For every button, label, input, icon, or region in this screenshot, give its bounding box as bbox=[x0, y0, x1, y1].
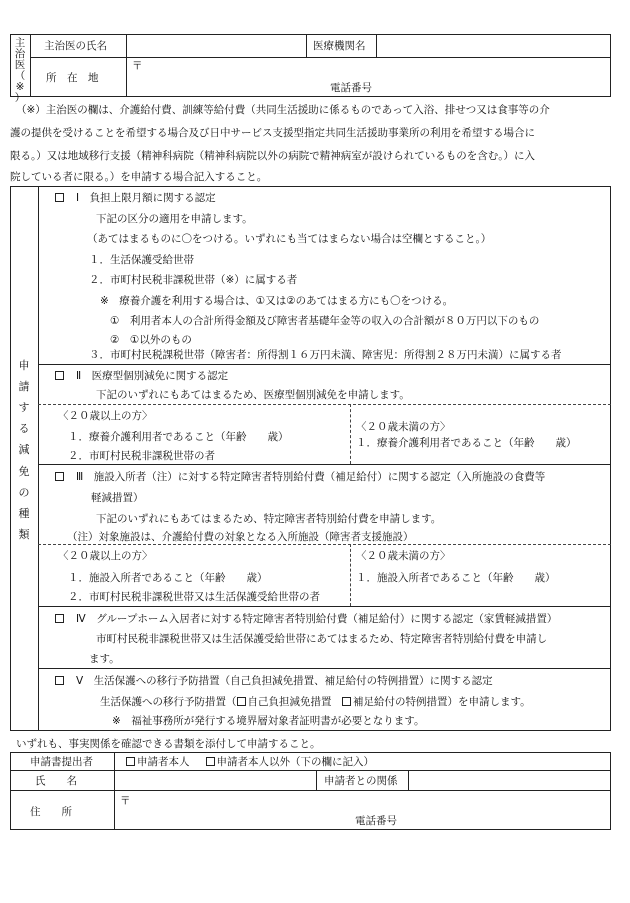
section5-line: 生活保護への移行予防措置（ 自己負担減免措置 補足給付の特例措置）を申請します。 bbox=[100, 696, 531, 708]
exemption-side-label: 申 請 す る 減 免 の 種 類 bbox=[18, 359, 30, 541]
section5-note: ※ 福祉事務所が発行する境界層対象者証明書が必要となります。 bbox=[112, 715, 425, 727]
doctor-phone-label: 電話番号 bbox=[330, 82, 372, 94]
section2-left-item: ２．市町村民税非課税世帯の者 bbox=[68, 450, 215, 462]
section2-right-item: １．療養介護利用者であること（年齢 歳） bbox=[356, 437, 577, 449]
relation-field[interactable] bbox=[410, 772, 608, 788]
doctor-address-label: 所 在 地 bbox=[46, 72, 99, 84]
section3-title-cont: 軽減措置） bbox=[91, 492, 144, 504]
section2-right-head: 〈２０歳未満の方〉 bbox=[356, 421, 451, 433]
section1-option[interactable]: １．生活保護受給世帯 bbox=[89, 254, 194, 266]
submitter-options: 申請者本人 申請者本人以外（下の欄に記入） bbox=[126, 756, 374, 768]
section1-line: （あてはまるものに〇をつける。いずれにも当てはまらない場合は空欄とすること。） bbox=[87, 233, 492, 245]
institution-label: 医療機関名 bbox=[313, 40, 366, 52]
section1-checkbox[interactable] bbox=[55, 193, 64, 202]
doctor-side-label: 主 治 医 （ ※ ） bbox=[14, 37, 26, 105]
doctor-postal-mark: 〒 bbox=[132, 60, 143, 72]
section3-right-head: 〈２０歳未満の方〉 bbox=[356, 550, 451, 562]
submitter-postal-mark: 〒 bbox=[120, 795, 131, 807]
section3-left-head: 〈２０歳以上の方〉 bbox=[58, 550, 153, 562]
submitter-phone-field[interactable] bbox=[405, 811, 605, 827]
footer-note: いずれも、事実関係を確認できる書類を添付して申請すること。 bbox=[16, 738, 321, 750]
section3-line: 下記のいずれにもあてはまるため、特定障害者特別給付費を申請します。 bbox=[96, 513, 442, 525]
submitter-other-checkbox[interactable] bbox=[206, 757, 215, 766]
submitter-address-label: 住 所 bbox=[30, 806, 72, 818]
section1-suboption[interactable]: ① 利用者本人の合計所得金額及び障害者基礎年金等の収入の合計額が８０万円以下のもの bbox=[110, 315, 540, 327]
section4-line: 市町村民税非課税世帯又は生活保護受給世帯にあてはまるため、特定障害者特別給付費を申請し bbox=[96, 633, 548, 645]
section3-left-item: ２．市町村民税非課税世帯又は生活保護受給世帯の者 bbox=[68, 591, 320, 603]
section4-line: ます。 bbox=[89, 653, 120, 665]
section2-checkbox[interactable] bbox=[55, 371, 64, 380]
section3-note: （注）対象施設は、介護給付費の対象となる入所施設（障害者支援施設） bbox=[67, 531, 414, 543]
doctor-name-label: 主治医の氏名 bbox=[44, 40, 107, 52]
note-line: 護の提供を受けることを希望する場合及び日中サービス支援型指定共同生活援助事業所の利用を希望する場合に bbox=[10, 127, 535, 139]
section2-left-head: 〈２０歳以上の方〉 bbox=[58, 410, 153, 422]
section1-suboption[interactable]: ② ①以外のもの bbox=[110, 334, 192, 346]
section4-checkbox[interactable] bbox=[55, 614, 64, 623]
section2-title: Ⅱ 医療型個別減免に関する認定 bbox=[76, 370, 229, 382]
section1-line: 下記の区分の適用を申請します。 bbox=[96, 213, 253, 225]
section1-note: ※ 療養介護を利用する場合は、①又は②のあてはまる方にも〇をつける。 bbox=[100, 295, 454, 307]
relation-label: 申請者との関係 bbox=[324, 775, 398, 787]
section3-left-item: １．施設入所者であること（年齢 歳） bbox=[68, 572, 268, 584]
section3-checkbox[interactable] bbox=[55, 472, 64, 481]
note-line: 限る。）又は地域移行支援（精神科病院（精神科病院以外の病院で精神病室が設けられているものを含む。）に入 bbox=[10, 150, 535, 162]
section5-title: Ⅴ 生活保護への移行予防措置（自己負担減免措置、補足給付の特例措置）に関する認定 bbox=[76, 675, 493, 687]
section5-checkbox[interactable] bbox=[55, 676, 64, 685]
section2-left-item: １．療養介護利用者であること（年齢 歳） bbox=[68, 431, 289, 443]
submitter-name-label: 氏 名 bbox=[35, 775, 77, 787]
section3-title: Ⅲ 施設入所者（注）に対する特定障害者特別給付費（補足給付）に関する認定（入所施設の食費等 bbox=[76, 471, 546, 483]
note-line: 院している者に限る。）を申請する場合記入すること。 bbox=[10, 171, 268, 183]
doctor-address-field[interactable] bbox=[145, 59, 605, 74]
doctor-name-field[interactable] bbox=[128, 36, 304, 56]
section2-line: 下記のいずれにもあてはまるため、医療型個別減免を申請します。 bbox=[96, 389, 410, 401]
note-line: （※）主治医の欄は、介護給付費、訓練等給付費（共同生活援助に係るものであって入浴、排せつ又は食事等の介 bbox=[16, 104, 550, 116]
submitter-name-field[interactable] bbox=[116, 772, 314, 788]
doctor-phone-field[interactable] bbox=[380, 78, 605, 94]
section1-title: Ⅰ 負担上限月額に関する認定 bbox=[76, 192, 216, 204]
submitter-phone-label: 電話番号 bbox=[355, 815, 397, 827]
submitter-label: 申請書提出者 bbox=[30, 756, 93, 768]
section3-right-item: １．施設入所者であること（年齢 歳） bbox=[356, 572, 556, 584]
submitter-self-checkbox[interactable] bbox=[126, 757, 135, 766]
section4-title: Ⅳ グループホーム入居者に対する特定障害者特別給付費（補足給付）に関する認定（家賃軽減措置） bbox=[76, 613, 558, 625]
section1-option[interactable]: ２．市町村民税非課税世帯（※）に属する者 bbox=[89, 274, 298, 286]
institution-field[interactable] bbox=[378, 36, 608, 56]
submitter-address-field[interactable] bbox=[134, 793, 604, 808]
section1-option[interactable]: ３．市町村民税課税世帯（障害者：所得割１６万円未満、障害児：所得割２８万円未満）に属する者 bbox=[89, 349, 562, 361]
self-pay-exemption-checkbox[interactable] bbox=[237, 697, 246, 706]
supplementary-benefit-checkbox[interactable] bbox=[342, 697, 351, 706]
